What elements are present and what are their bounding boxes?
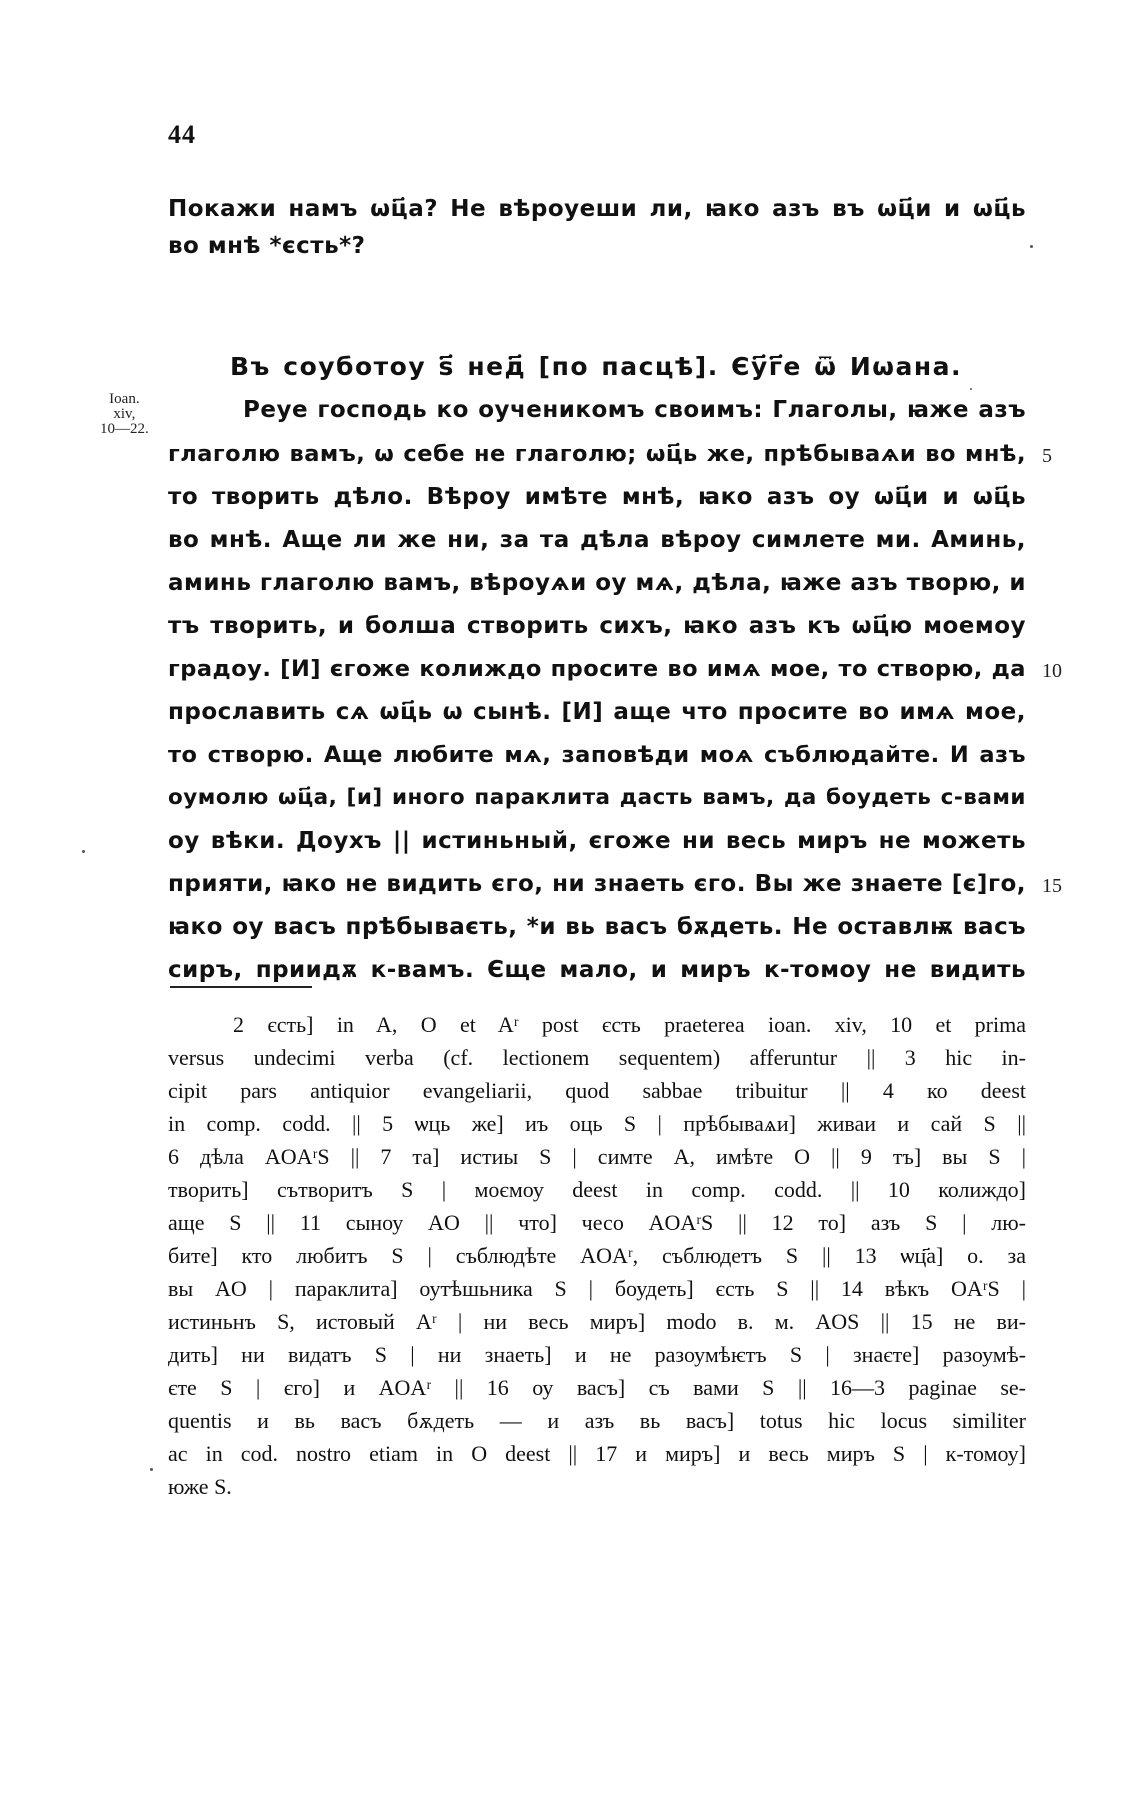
footnote-line: юже S. [168, 1474, 232, 1499]
page-number: 44 [168, 120, 196, 149]
footnote-line: 2 єсть] in A, O et Aʳ post єсть praeterea ioan. xiv, 10 et prima [233, 1012, 1026, 1037]
print-speck [82, 850, 85, 853]
footnote-divider [170, 986, 312, 988]
body-line: градоу. [И] єгоже колиждо просите во имѧ мое, то створю, да [168, 656, 1026, 682]
footnote-line: аще S || 11 сыноу AO || что] чесо AOAʳS || 12 то] азъ S | лю- [168, 1210, 1026, 1235]
body-line: прияти, ꙗко не видить єго, ни знаеть єго. Вы же знаете [є]го, [168, 871, 1026, 897]
body-line: оу вѣки. Доухъ || истиньный, єгоже ни весь миръ не можеть [168, 828, 1026, 854]
line-number: 10 [1042, 660, 1062, 682]
footnote-line: quentis и вь васъ бѫдеть — и азъ вь васъ] totus hic locus similiter [168, 1408, 1026, 1433]
body-line: то створю. Аще любите мѧ, заповѣди моѧ съблюдайте. И азъ [168, 742, 1026, 768]
body-line: тъ творить, и болша створить сихъ, ꙗко азъ къ ѡц҃ю моемоу [168, 613, 1026, 639]
footnote-line: єте S | єго] и AOAʳ || 16 оу васъ] съ вами S || 16—3 paginae se- [168, 1375, 1026, 1400]
margin-reference [100, 392, 149, 437]
body-line: во мнѣ. Аще ли же ни, за та дѣла вѣроу симлете ми. Аминь, [168, 527, 1026, 553]
footnote-line: творить] сътворитъ S | моємоу deest in comp. codd. || 10 колиждо] [168, 1177, 1026, 1202]
body-line: ꙗко оу васъ прѣбываєть, *и вь васъ бѫдеть. Не оставлѭ васъ [168, 914, 1026, 940]
line-number: 5 [1042, 445, 1052, 467]
footnote-line: бите] кто любитъ S | съблюдѣте AOAʳ, съблюдетъ S || 13 ѡц҃а] о. за [168, 1243, 1026, 1268]
section-heading: Въ соуботоу ѕ҃ нед҃ [по пасцѣ]. Єу҃г҃е ѿ Иѡана. [230, 352, 962, 381]
body-line: оумолю ѡц҃а, [и] иного параклита дасть вамъ, да боудеть с-вами [168, 785, 1026, 810]
body-line: Реуе господь ко оученикомъ своимъ: Глаголы, ꙗже азъ [243, 397, 1026, 423]
top-text-line: Покажи намъ ѡц҃а? Не вѣроуеши ли, ꙗко азъ въ ѡц҃и и ѡц҃ь [168, 196, 1026, 222]
footnote-line: in comp. codd. || 5 ѡць же] иъ оць S | прѣбываѧи] живаи и сай S || [168, 1111, 1026, 1136]
body-line: то творить дѣло. Вѣроу имѣте мнѣ, ꙗко азъ оу ѡц҃и и ѡц҃ь [168, 484, 1026, 510]
body-line: сиръ, приидѫ к-вамъ. Єще мало, и миръ к-томоу не видить [168, 957, 1026, 983]
body-line: аминь глаголю вамъ, вѣроуѧи оу мѧ, дѣла, ꙗже азъ творю, и [168, 570, 1026, 596]
print-speck [150, 1468, 153, 1471]
margin-reference-line: xiv, [113, 406, 136, 422]
line-number: 15 [1042, 875, 1062, 897]
margin-reference-line: Ioan. [109, 391, 140, 407]
footnote-line: 6 дѣла AOAʳS || 7 та] истиы S | симте A, имѣте O || 9 тъ] вы S | [168, 1144, 1026, 1169]
footnote-line: ac in cod. nostro etiam in O deest || 17 и миръ] и весь миръ S | к-томоу] [168, 1441, 1026, 1466]
top-text-line: во мнѣ *єсть*? [168, 233, 366, 259]
margin-reference-line: 10—22. [100, 421, 149, 437]
footnote-line: истиньнъ S, истовый Aʳ | ни весь миръ] modo в. м. AOS || 15 не ви- [168, 1309, 1026, 1334]
print-speck [1030, 245, 1033, 248]
footnote-line: вы AO | параклита] оутѣшьника S | боудеть] єсть S || 14 вѣкъ OAʳS | [168, 1276, 1026, 1301]
footnote-line: cipit pars antiquior evangeliarii, quod sabbae tribuitur || 4 ко deest [168, 1078, 1026, 1103]
print-speck [970, 388, 972, 390]
body-line: глаголю вамъ, ѡ себе не глаголю; ѡц҃ь же, прѣбываѧи во мнѣ, [168, 441, 1026, 467]
footnote-line: versus undecimi verba (cf. lectionem sequentem) afferuntur || 3 hic in- [168, 1045, 1026, 1070]
body-line: прославить сѧ ѡц҃ь ѡ сынѣ. [И] аще что просите во имѧ мое, [168, 699, 1026, 725]
footnote-line: дить] ни видатъ S | ни знаеть] и не разоумѣѥтъ S | знаєте] разоумѣ- [168, 1342, 1026, 1367]
